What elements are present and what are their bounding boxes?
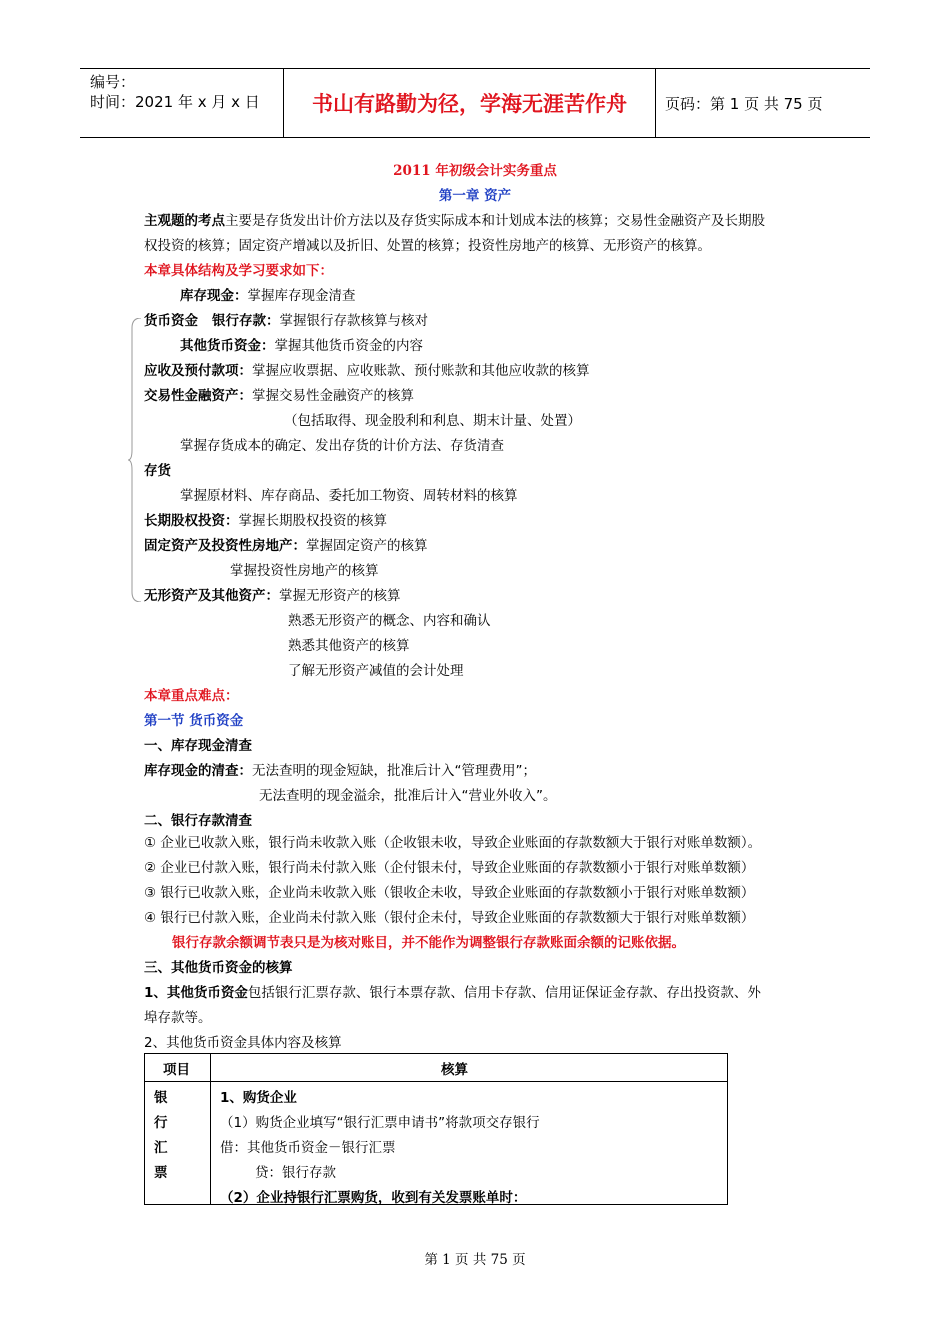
structure-item-intangibles: 无形资产及其他资产：掌握无形资产的核算: [144, 588, 401, 604]
intro-paragraph: [144, 212, 765, 230]
structure-item-intangibles-4: 了解无形资产减值的会计处理: [288, 663, 464, 679]
structure-brace: [128, 318, 142, 602]
structure-item-cash: 库存现金：掌握库存现金清查: [180, 288, 356, 304]
table-cell-line: （1）购货企业填写“银行汇票申请书”将款项交存银行: [220, 1115, 540, 1131]
subsection-bank-heading: 二、银行存款清查: [144, 813, 252, 829]
doc-number-label: 编号：: [90, 73, 136, 91]
intro-line2: 权投资的核算；固定资产增减以及折旧、处置的核算；投资性房地产的核算、无形资产的核算。: [144, 238, 711, 254]
table-column-divider: [210, 1054, 211, 1204]
page-header: [80, 68, 870, 138]
cash-check-line2: 无法查明的现金溢余，批准后计入“营业外收入”。: [259, 788, 557, 804]
table-cell-line: （2）企业持银行汇票购货，收到有关发票账单时：: [220, 1190, 527, 1206]
structure-item-inventory-text1: 掌握存货成本的确定、发出存货的计价方法、存货清查: [180, 438, 504, 454]
section-heading: 第一节 货币资金: [144, 713, 244, 729]
table-header-item: 项目: [163, 1062, 190, 1078]
other-funds-line1: 1、其他货币资金包括银行汇票存款、银行本票存款、信用卡存款、信用证保证金存款、存出投资款、外: [144, 985, 761, 1001]
table-header-divider: [145, 1081, 727, 1082]
structure-item-trading-assets-sub: （包括取得、现金股利和利息、期末计量、处置）: [284, 413, 581, 429]
bank-reconciliation-note: 银行存款余额调节表只是为核对账目，并不能作为调整银行存款账面余额的记账依据。: [172, 935, 685, 951]
structure-item-inventory-label: 存货: [144, 463, 171, 479]
header-motto: 书山有路勤为径，学海无涯苦作舟: [283, 69, 656, 137]
header-left-cell: [80, 69, 283, 137]
table-cell-line: 贷：银行存款: [255, 1165, 336, 1181]
other-funds-line2: 埠存款等。: [144, 1010, 212, 1026]
bank-item-3: ③ 银行已收款入账，企业尚未收款入账（银收企未收，导致企业账面的存款数额小于银行对账单数额）: [144, 885, 755, 901]
page-footer: 第 1 页 共 75 页: [424, 1252, 526, 1268]
structure-item-intangibles-3: 熟悉其他资产的核算: [288, 638, 410, 654]
other-funds-table-caption: 2、其他货币资金具体内容及核算: [144, 1035, 342, 1051]
subsection-other-heading: 三、其他货币资金的核算: [144, 960, 293, 976]
cash-check-line1: 库存现金的清查：无法查明的现金短缺，批准后计入“管理费用”；: [144, 763, 536, 779]
table-cell-line: 1、购货企业: [220, 1090, 297, 1106]
table-row-label-char: 汇: [154, 1140, 168, 1156]
table-row-label-char: 行: [154, 1115, 168, 1131]
table-row-label-char: 银: [154, 1090, 168, 1106]
structure-item-investment-property: 掌握投资性房地产的核算: [230, 563, 379, 579]
header-page-info: 页码：第 1 页 共 75 页: [665, 94, 823, 113]
structure-heading: 本章具体结构及学习要求如下：: [144, 263, 333, 279]
structure-item-intangibles-2: 熟悉无形资产的概念、内容和确认: [288, 613, 491, 629]
structure-item-trading-assets: 交易性金融资产：掌握交易性金融资产的核算: [144, 388, 414, 404]
structure-item-receivables: 应收及预付款项：掌握应收票据、应收账款、预付账款和其他应收款的核算: [144, 363, 590, 379]
structure-item-inventory-text2: 掌握原材料、库存商品、委托加工物资、周转材料的核算: [180, 488, 518, 504]
doc-title: 2011 年初级会计实务重点: [393, 163, 557, 179]
other-funds-table: [144, 1053, 728, 1205]
doc-date-label: 时间：2021 年 x 月 x 日: [90, 93, 260, 111]
bank-item-2: ② 企业已付款入账，银行尚未付款入账（企付银未付，导致企业账面的存款数额小于银行对账单数额）: [144, 860, 755, 876]
structure-item-fixed-assets: 固定资产及投资性房地产：掌握固定资产的核算: [144, 538, 428, 554]
table-header-accounting: 核算: [441, 1062, 468, 1078]
structure-item-bank: 货币资金 银行存款：掌握银行存款核算与核对: [144, 313, 428, 329]
bank-item-1: ① 企业已收款入账，银行尚未收款入账（企收银未收，导致企业账面的存款数额大于银行对账单数额）。: [144, 835, 762, 851]
structure-item-lt-equity: 长期股权投资：掌握长期股权投资的核算: [144, 513, 387, 529]
key-points-heading: 本章重点难点：: [144, 688, 239, 704]
intro-line1: 主要是存货发出计价方法以及存货实际成本和计划成本法的核算；交易性金融资产及长期股: [225, 213, 765, 229]
intro-bold: 主观题的考点: [144, 213, 225, 229]
table-row-label-char: 票: [154, 1165, 168, 1181]
structure-item-other-funds: 其他货币资金：掌握其他货币资金的内容: [180, 338, 423, 354]
table-cell-line: 借：其他货币资金－银行汇票: [220, 1140, 396, 1156]
chapter-title: 第一章 资产: [438, 188, 512, 204]
bank-item-4: ④ 银行已付款入账，企业尚未付款入账（银付企未付，导致企业账面的存款数额大于银行对账单数额）: [144, 910, 755, 926]
subsection-cash-heading: 一、库存现金清查: [144, 738, 252, 754]
